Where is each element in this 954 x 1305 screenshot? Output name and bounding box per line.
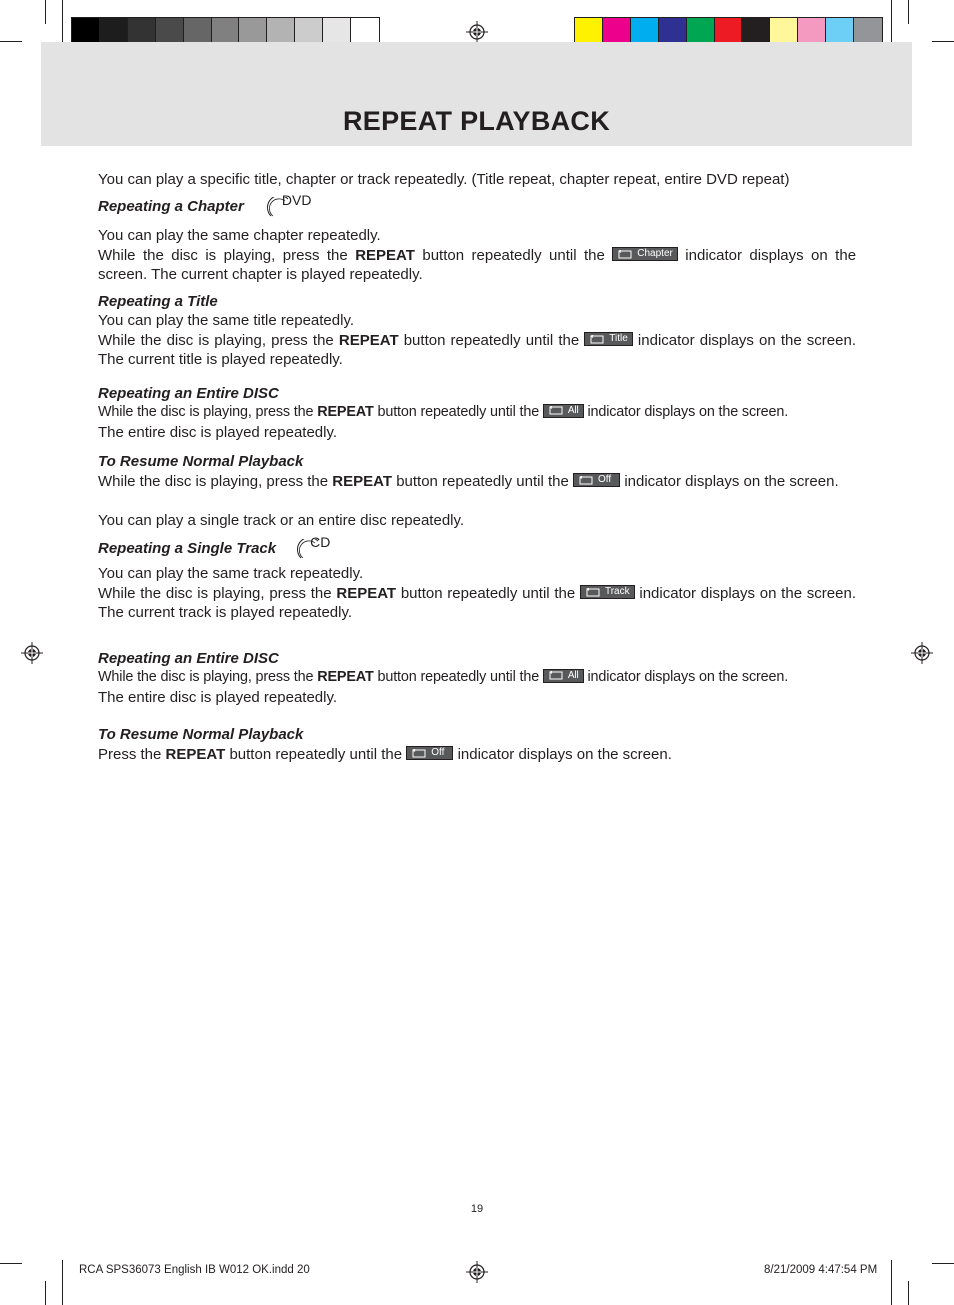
paragraph: Press the REPEAT button repeatedly until the Off indicator displays on the screen.	[98, 745, 672, 763]
color-swatch	[659, 18, 687, 45]
repeat-title-indicator: Title	[584, 332, 633, 346]
crop-mark	[932, 41, 954, 42]
color-swatch	[351, 18, 379, 45]
repeat-off-indicator: Off	[573, 473, 620, 487]
repeat-all-indicator: All	[543, 669, 584, 683]
color-swatch	[742, 18, 770, 45]
repeat-track-indicator: Track	[580, 585, 635, 599]
intro-paragraph: You can play a specific title, chapter or track repeatedly. (Title repeat, chapter repeat, entire DVD repeat)	[98, 171, 790, 188]
color-swatch	[212, 18, 240, 45]
section-heading: Repeating a Single Track CD	[98, 539, 856, 565]
repeat-all-indicator: All	[543, 404, 584, 418]
crop-mark	[62, 1260, 63, 1305]
page-number: 19	[470, 1203, 484, 1215]
crop-mark	[908, 1281, 909, 1305]
crop-mark	[45, 0, 46, 24]
color-swatch	[798, 18, 826, 45]
color-swatch	[184, 18, 212, 45]
paragraph: While the disc is playing, press the REPEAT button repeatedly until the Track indicator displays on the screen. The current track is played repeatedly.	[98, 584, 856, 621]
crop-mark	[0, 1263, 22, 1264]
section-heading: Repeating an Entire DISC	[98, 649, 279, 667]
footer-timestamp: 8/21/2009 4:47:54 PM	[764, 1264, 878, 1276]
registration-mark-icon	[21, 642, 43, 664]
registration-mark-icon	[911, 642, 933, 664]
cd-intro-paragraph: You can play a single track or an entire disc repeatedly.	[98, 512, 465, 529]
registration-mark-icon	[466, 1261, 488, 1283]
repeat-icon	[616, 250, 634, 259]
color-swatch	[72, 18, 100, 45]
cd-disc-icon: CD	[288, 539, 332, 565]
repeat-chapter-indicator: Chapter	[612, 247, 678, 261]
crop-mark	[62, 0, 63, 45]
section-heading: To Resume Normal Playback	[98, 453, 304, 470]
color-swatch	[239, 18, 267, 45]
color-swatch	[603, 18, 631, 45]
crop-mark	[891, 0, 892, 45]
repeat-off-indicator: Off	[406, 746, 453, 760]
paragraph: You can play the same chapter repeatedly.	[98, 227, 381, 244]
color-swatch	[100, 18, 128, 45]
crop-mark	[0, 41, 22, 42]
color-swatch	[687, 18, 715, 45]
paragraph: While the disc is playing, press the REPEAT button repeatedly until the Off indicator displays on the screen.	[98, 472, 839, 490]
color-swatch	[295, 18, 323, 45]
paragraph: You can play the same title repeatedly.	[98, 312, 354, 329]
color-swatch	[128, 18, 156, 45]
crop-mark	[908, 0, 909, 24]
paragraph: You can play the same track repeatedly.	[98, 565, 364, 582]
section-heading: Repeating an Entire DISC	[98, 384, 279, 402]
color-swatch	[826, 18, 854, 45]
color-swatch	[575, 18, 603, 45]
paragraph: The entire disc is played repeatedly.	[98, 688, 338, 706]
section-heading: Repeating a Chapter DVD	[98, 197, 856, 223]
dvd-disc-icon: DVD	[258, 197, 314, 223]
repeat-icon	[577, 476, 595, 485]
paragraph: While the disc is playing, press the REPEAT button repeatedly until the Chapter indicator displays on the screen. The current chapter is played repeatedly.	[98, 246, 857, 283]
repeat-icon	[588, 335, 606, 344]
crop-mark	[932, 1263, 954, 1264]
color-swatch	[631, 18, 659, 45]
color-swatch	[323, 18, 351, 45]
crop-mark	[891, 1260, 892, 1305]
section-heading: To Resume Normal Playback	[98, 726, 304, 743]
page-title: REPEAT PLAYBACK	[342, 106, 611, 136]
repeat-icon	[547, 671, 565, 680]
color-swatch	[156, 18, 184, 45]
color-swatch	[854, 18, 882, 45]
color-swatch	[267, 18, 295, 45]
paragraph: While the disc is playing, press the REPEAT button repeatedly until the All indicator displays on the screen.	[98, 404, 789, 420]
repeat-icon	[410, 749, 428, 758]
color-swatch	[715, 18, 743, 45]
color-swatch	[770, 18, 798, 45]
crop-mark	[45, 1281, 46, 1305]
paragraph: The entire disc is played repeatedly.	[98, 423, 338, 441]
footer-filename: RCA SPS36073 English IB W012 OK.indd 20	[79, 1264, 310, 1276]
paragraph: While the disc is playing, press the REPEAT button repeatedly until the Title indicator displays on the screen. The current title is played repeatedly.	[98, 331, 856, 368]
repeat-icon	[584, 588, 602, 597]
paragraph: While the disc is playing, press the REPEAT button repeatedly until the All indicator displays on the screen.	[98, 669, 789, 685]
registration-mark-icon	[466, 21, 488, 43]
page-content	[98, 170, 856, 764]
section-heading: Repeating a Title	[98, 292, 218, 310]
repeat-icon	[547, 406, 565, 415]
